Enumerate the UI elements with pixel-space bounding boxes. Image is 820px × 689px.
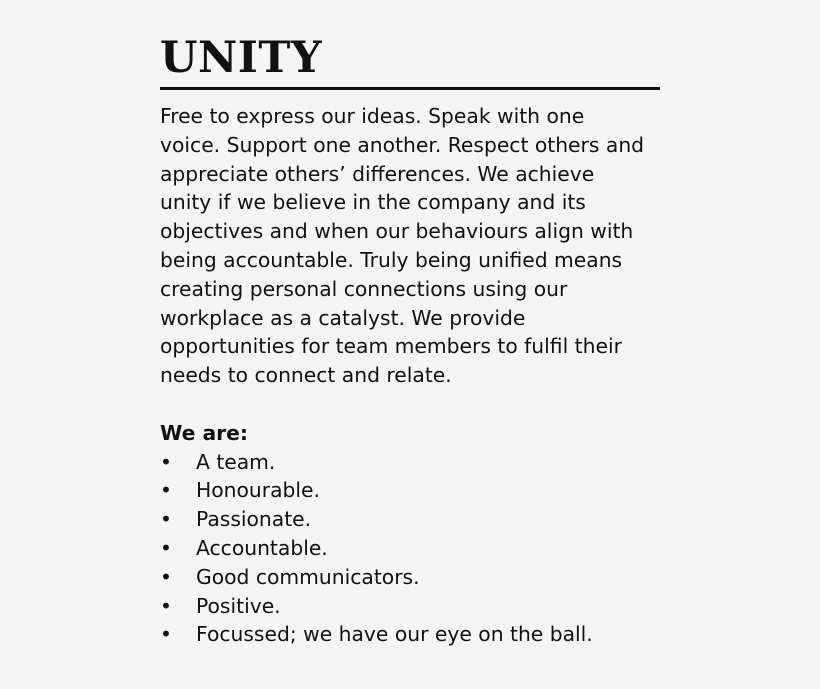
- list-item-text: Focussed; we have our eye on the ball.: [196, 622, 593, 647]
- list-item-text: Passionate.: [196, 507, 312, 532]
- list-item: [160, 505, 660, 534]
- bullet-icon: •: [160, 535, 172, 560]
- page-title: UNITY: [160, 33, 323, 83]
- bullet-icon: •: [160, 564, 172, 589]
- list-item-text: Accountable.: [196, 535, 328, 560]
- bullet-icon: •: [160, 593, 172, 618]
- bullet-icon: •: [160, 507, 172, 532]
- bullet-icon: •: [160, 478, 172, 503]
- list-item-text: A team.: [196, 449, 276, 474]
- document-content: [160, 33, 660, 649]
- bullet-icon: •: [160, 449, 172, 474]
- list-item: [160, 534, 660, 563]
- body-paragraph: Free to express our ideas. Speak with one voice. Support one another. Respect others and appreciate others’ differences. We achieve unity if we believe in the company and its objectives and when our behaviours align with being accountable. Truly being unified means creating personal connections using our workplace as a catalyst. We provide opportunities for team members to fulfil their needs to connect and relate.: [160, 104, 645, 388]
- list-item: [160, 448, 660, 477]
- list-heading: We are:: [160, 420, 249, 445]
- bullet-icon: •: [160, 622, 172, 647]
- list-item-text: Honourable.: [196, 478, 320, 503]
- list-item-text: Positive.: [196, 593, 281, 618]
- list-item: [160, 563, 660, 592]
- values-list: [160, 448, 660, 650]
- list-item-text: Good communicators.: [196, 564, 420, 589]
- list-item: [160, 592, 660, 621]
- list-item: [160, 620, 660, 649]
- list-item: [160, 476, 660, 505]
- title-underline: [160, 87, 660, 90]
